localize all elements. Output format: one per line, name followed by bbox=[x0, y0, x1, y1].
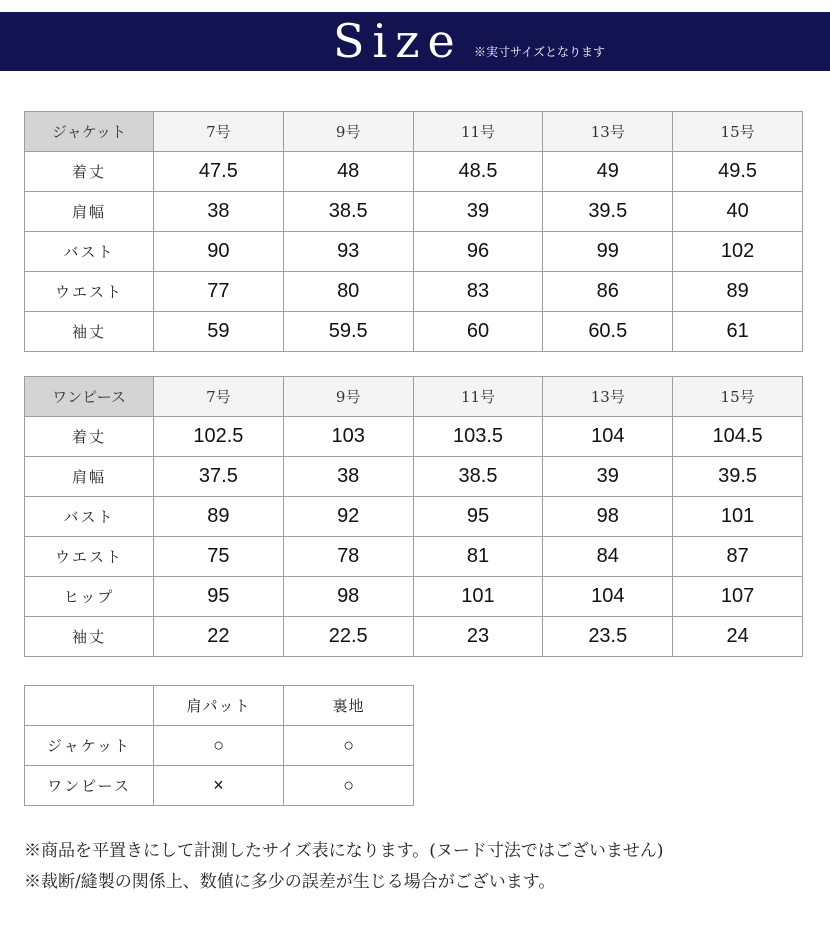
measure-value: 104.5 bbox=[673, 417, 803, 457]
feature-mark: ○ bbox=[284, 766, 414, 806]
jacket-table-title: ジャケット bbox=[25, 112, 154, 152]
size-header: 9号 bbox=[283, 112, 413, 152]
measure-label: ヒップ bbox=[25, 577, 154, 617]
features-table bbox=[24, 685, 414, 806]
measure-value: 101 bbox=[413, 577, 543, 617]
measure-value: 39 bbox=[413, 192, 543, 232]
measure-label: 肩幅 bbox=[25, 457, 154, 497]
measure-value: 49.5 bbox=[673, 152, 803, 192]
measure-value: 24 bbox=[673, 617, 803, 657]
measure-value: 87 bbox=[673, 537, 803, 577]
table-row bbox=[25, 617, 803, 657]
size-header: 13号 bbox=[543, 377, 673, 417]
size-header: 11号 bbox=[413, 377, 543, 417]
measure-value: 102.5 bbox=[154, 417, 284, 457]
measure-value: 59.5 bbox=[283, 312, 413, 352]
measure-label: ウエスト bbox=[25, 272, 154, 312]
features-corner bbox=[25, 686, 154, 726]
measure-value: 80 bbox=[283, 272, 413, 312]
measure-label: ウエスト bbox=[25, 537, 154, 577]
measure-value: 83 bbox=[413, 272, 543, 312]
feature-mark: ○ bbox=[284, 726, 414, 766]
measure-value: 47.5 bbox=[154, 152, 284, 192]
measure-value: 39.5 bbox=[673, 457, 803, 497]
measure-value: 61 bbox=[673, 312, 803, 352]
measure-value: 48 bbox=[283, 152, 413, 192]
measure-value: 104 bbox=[543, 577, 673, 617]
measure-value: 96 bbox=[413, 232, 543, 272]
measure-value: 78 bbox=[283, 537, 413, 577]
measure-value: 103.5 bbox=[413, 417, 543, 457]
measure-label: 着丈 bbox=[25, 152, 154, 192]
size-header: 15号 bbox=[673, 112, 803, 152]
table-row bbox=[25, 192, 803, 232]
measure-value: 75 bbox=[154, 537, 284, 577]
measure-label: 肩幅 bbox=[25, 192, 154, 232]
measure-value: 93 bbox=[283, 232, 413, 272]
size-header: 7号 bbox=[154, 112, 284, 152]
table-row bbox=[25, 272, 803, 312]
measure-value: 40 bbox=[673, 192, 803, 232]
measure-value: 22 bbox=[154, 617, 284, 657]
measure-value: 107 bbox=[673, 577, 803, 617]
measure-value: 89 bbox=[673, 272, 803, 312]
measure-value: 23.5 bbox=[543, 617, 673, 657]
measure-label: 袖丈 bbox=[25, 312, 154, 352]
measure-value: 38 bbox=[154, 192, 284, 232]
feature-mark: ○ bbox=[154, 726, 284, 766]
measure-value: 59 bbox=[154, 312, 284, 352]
size-header: 7号 bbox=[154, 377, 284, 417]
table-row bbox=[25, 457, 803, 497]
measure-value: 60 bbox=[413, 312, 543, 352]
measure-value: 99 bbox=[543, 232, 673, 272]
measure-value: 38.5 bbox=[413, 457, 543, 497]
measure-value: 77 bbox=[154, 272, 284, 312]
notes bbox=[24, 836, 664, 898]
measure-label: バスト bbox=[25, 497, 154, 537]
table-row bbox=[25, 766, 414, 806]
size-header: 15号 bbox=[673, 377, 803, 417]
measure-value: 98 bbox=[543, 497, 673, 537]
table-header-row bbox=[25, 686, 414, 726]
feature-header-shoulder-pad: 肩パット bbox=[154, 686, 284, 726]
banner-note: ※実寸サイズとなります bbox=[474, 45, 606, 59]
size-header: 13号 bbox=[543, 112, 673, 152]
feature-header-lining: 裏地 bbox=[284, 686, 414, 726]
jacket-size-table bbox=[24, 111, 803, 352]
dress-size-table bbox=[24, 376, 803, 657]
measure-value: 90 bbox=[154, 232, 284, 272]
banner-title: Size bbox=[333, 14, 463, 68]
measure-value: 101 bbox=[673, 497, 803, 537]
measure-value: 38.5 bbox=[283, 192, 413, 232]
measure-value: 23 bbox=[413, 617, 543, 657]
measure-value: 98 bbox=[283, 577, 413, 617]
measure-value: 92 bbox=[283, 497, 413, 537]
measure-value: 95 bbox=[154, 577, 284, 617]
measure-label: 袖丈 bbox=[25, 617, 154, 657]
measure-value: 95 bbox=[413, 497, 543, 537]
measure-value: 102 bbox=[673, 232, 803, 272]
measure-value: 84 bbox=[543, 537, 673, 577]
measure-value: 38 bbox=[283, 457, 413, 497]
table-row bbox=[25, 152, 803, 192]
measure-value: 89 bbox=[154, 497, 284, 537]
table-header-row bbox=[25, 112, 803, 152]
note-line: ※商品を平置きにして計測したサイズ表になります。(ヌード寸法ではございません) bbox=[24, 841, 664, 861]
table-row bbox=[25, 312, 803, 352]
size-banner bbox=[0, 12, 830, 71]
measure-value: 48.5 bbox=[413, 152, 543, 192]
table-header-row bbox=[25, 377, 803, 417]
measure-value: 37.5 bbox=[154, 457, 284, 497]
table-row bbox=[25, 232, 803, 272]
measure-value: 39 bbox=[543, 457, 673, 497]
measure-value: 104 bbox=[543, 417, 673, 457]
table-row bbox=[25, 577, 803, 617]
table-row bbox=[25, 726, 414, 766]
size-header: 11号 bbox=[413, 112, 543, 152]
measure-value: 39.5 bbox=[543, 192, 673, 232]
measure-value: 103 bbox=[283, 417, 413, 457]
measure-value: 81 bbox=[413, 537, 543, 577]
measure-value: 22.5 bbox=[283, 617, 413, 657]
table-row bbox=[25, 497, 803, 537]
measure-value: 86 bbox=[543, 272, 673, 312]
table-row bbox=[25, 417, 803, 457]
measure-label: 着丈 bbox=[25, 417, 154, 457]
measure-value: 60.5 bbox=[543, 312, 673, 352]
measure-label: バスト bbox=[25, 232, 154, 272]
measure-value: 49 bbox=[543, 152, 673, 192]
size-header: 9号 bbox=[283, 377, 413, 417]
feature-row-label: ワンピース bbox=[25, 766, 154, 806]
note-line: ※裁断/縫製の関係上、数値に多少の誤差が生じる場合がございます。 bbox=[24, 872, 556, 892]
feature-mark: × bbox=[154, 766, 284, 806]
feature-row-label: ジャケット bbox=[25, 726, 154, 766]
dress-table-title: ワンピース bbox=[25, 377, 154, 417]
table-row bbox=[25, 537, 803, 577]
